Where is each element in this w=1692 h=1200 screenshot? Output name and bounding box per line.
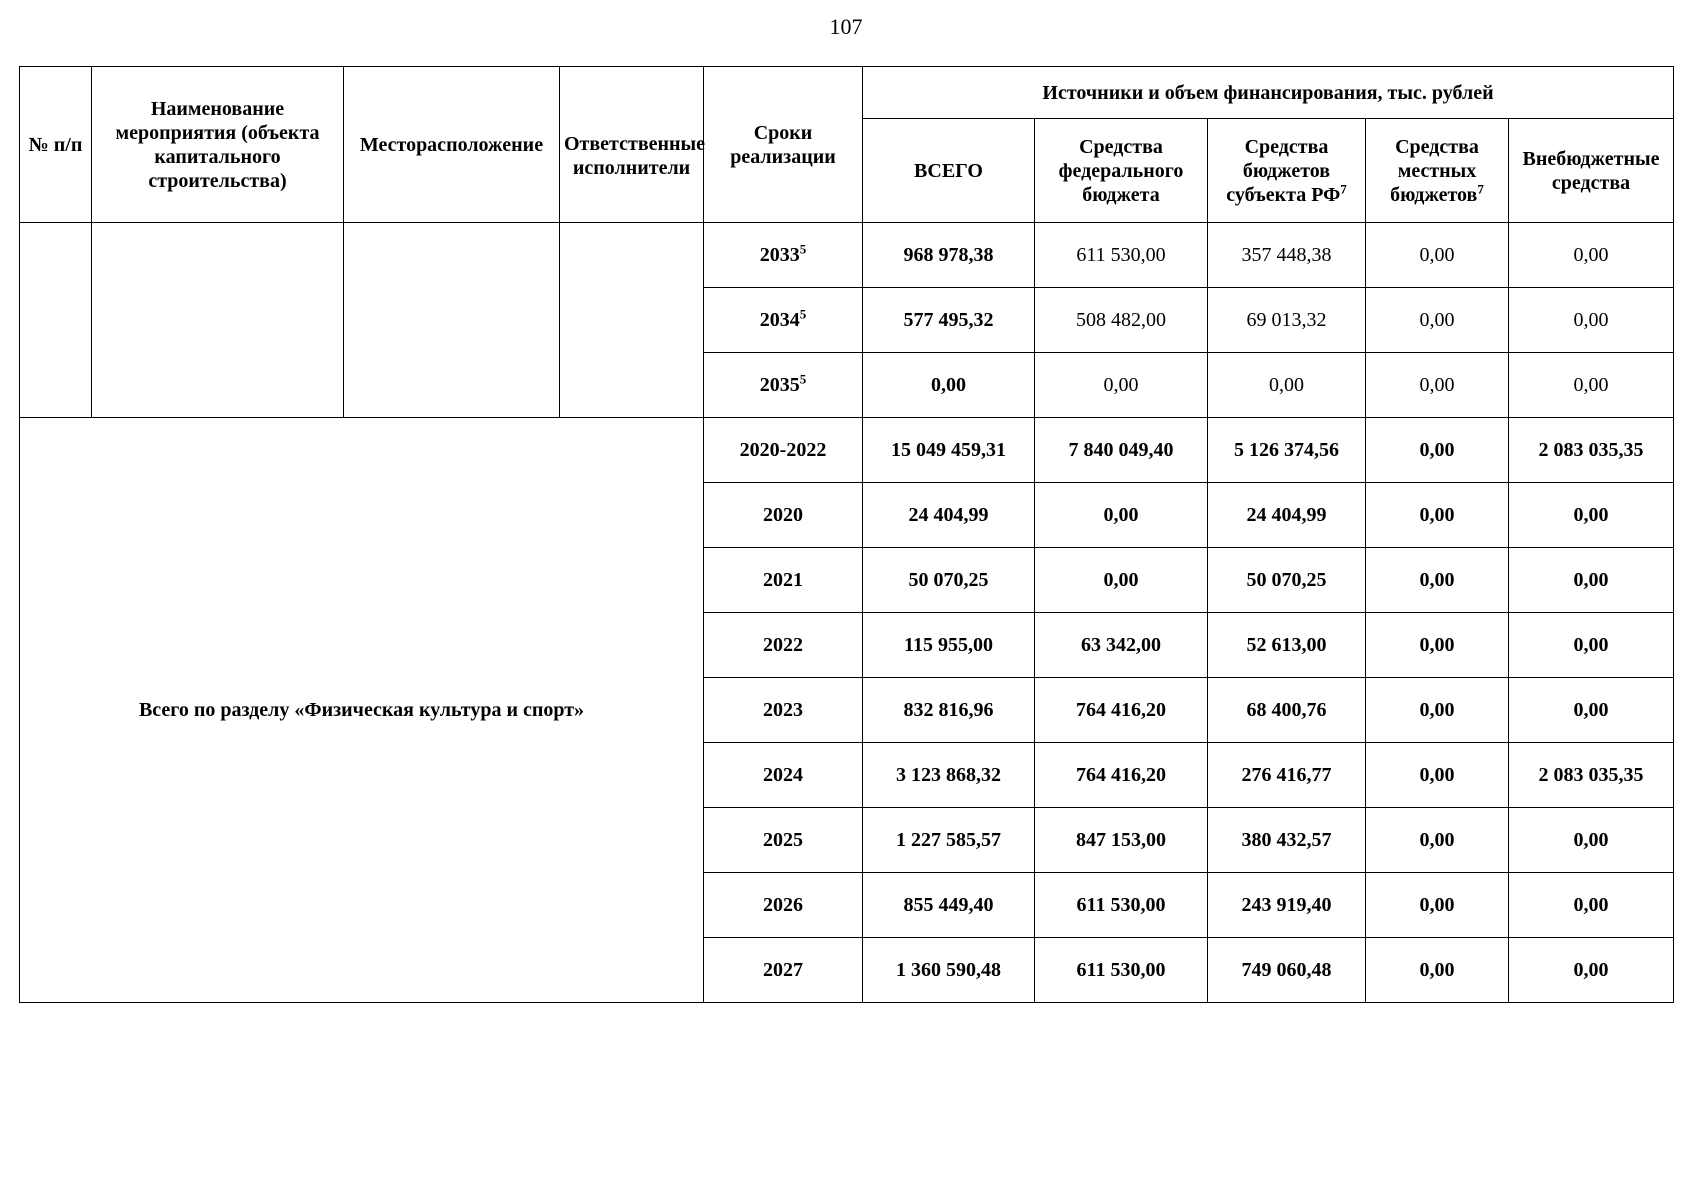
cell-num [20,223,92,418]
cell-total: 15 049 459,31 [863,418,1035,483]
cell-federal: 508 482,00 [1035,288,1208,353]
header-local [1366,119,1509,223]
cell-local: 0,00 [1366,613,1509,678]
cell-federal: 847 153,00 [1035,808,1208,873]
cell-total: 115 955,00 [863,613,1035,678]
header-responsible: Ответственные исполнители [560,67,704,223]
cell-total: 577 495,32 [863,288,1035,353]
cell-extra: 0,00 [1509,223,1674,288]
cell-year: 2034$^5$ [704,288,863,353]
cell-year: 2020 [704,483,863,548]
cell-federal: 764 416,20 [1035,743,1208,808]
cell-total: 1 227 585,57 [863,808,1035,873]
cell-total: 1 360 590,48 [863,938,1035,1003]
cell-responsible [560,223,704,418]
cell-year: 2024 [704,743,863,808]
cell-local: 0,00 [1366,808,1509,873]
cell-extra: 0,00 [1509,613,1674,678]
cell-extra: 0,00 [1509,808,1674,873]
cell-regional: 5 126 374,56 [1208,418,1366,483]
header-total: ВСЕГО [863,119,1035,223]
cell-local: 0,00 [1366,743,1509,808]
cell-local: 0,00 [1366,223,1509,288]
financing-table [19,66,1674,1003]
cell-year: 2033$^5$ [704,223,863,288]
cell-regional: 52 613,00 [1208,613,1366,678]
cell-location [344,223,560,418]
cell-local: 0,00 [1366,418,1509,483]
cell-total: 855 449,40 [863,873,1035,938]
cell-federal: 63 342,00 [1035,613,1208,678]
cell-year: 2035$^5$ [704,353,863,418]
cell-total: 0,00 [863,353,1035,418]
cell-local: 0,00 [1366,483,1509,548]
cell-federal: 611 530,00 [1035,938,1208,1003]
cell-local: 0,00 [1366,548,1509,613]
cell-federal: 0,00 [1035,353,1208,418]
header-sources: Источники и объем финансирования, тыс. рублей [863,67,1674,119]
cell-local: 0,00 [1366,678,1509,743]
cell-regional: 0,00 [1208,353,1366,418]
header-local-label: Средства местных бюджетов [1390,135,1479,206]
cell-extra: 0,00 [1509,938,1674,1003]
cell-year: 2022 [704,613,863,678]
cell-extra: 0,00 [1509,548,1674,613]
cell-local: 0,00 [1366,353,1509,418]
cell-local: 0,00 [1366,938,1509,1003]
cell-extra: 0,00 [1509,678,1674,743]
header-regional [1208,119,1366,223]
cell-federal: 611 530,00 [1035,223,1208,288]
header-num: № п/п [20,67,92,223]
cell-regional: 68 400,76 [1208,678,1366,743]
cell-year: 2025 [704,808,863,873]
cell-federal: 764 416,20 [1035,678,1208,743]
cell-total: 3 123 868,32 [863,743,1035,808]
section-total-label: Всего по разделу «Физическая культура и спорт» [20,418,704,1003]
cell-regional: 24 404,99 [1208,483,1366,548]
cell-regional: 357 448,38 [1208,223,1366,288]
cell-extra: 2 083 035,35 [1509,418,1674,483]
cell-year: 2026 [704,873,863,938]
cell-regional: 749 060,48 [1208,938,1366,1003]
cell-federal: 611 530,00 [1035,873,1208,938]
cell-regional: 276 416,77 [1208,743,1366,808]
cell-extra: 2 083 035,35 [1509,743,1674,808]
table-row [20,418,1674,483]
cell-year: 2020-2022 [704,418,863,483]
cell-regional: 380 432,57 [1208,808,1366,873]
cell-extra: 0,00 [1509,483,1674,548]
header-regional-footnote: 7 [1340,180,1347,196]
cell-federal: 7 840 049,40 [1035,418,1208,483]
table-row [20,223,1674,288]
header-location: Месторасположение [344,67,560,223]
cell-total: 832 816,96 [863,678,1035,743]
header-local-footnote: 7 [1477,180,1484,196]
cell-regional: 69 013,32 [1208,288,1366,353]
cell-local: 0,00 [1366,873,1509,938]
cell-federal: 0,00 [1035,548,1208,613]
header-name: Наименование мероприятия (объекта капитального строительства) [92,67,344,223]
cell-regional: 50 070,25 [1208,548,1366,613]
cell-total: 50 070,25 [863,548,1035,613]
cell-extra: 0,00 [1509,288,1674,353]
cell-extra: 0,00 [1509,353,1674,418]
cell-year: 2027 [704,938,863,1003]
header-regional-label: Средства бюджетов субъекта РФ [1226,135,1341,206]
cell-name [92,223,344,418]
header-federal: Средства федерального бюджета [1035,119,1208,223]
cell-year: 2023 [704,678,863,743]
header-extrabudget: Внебюджетные средства [1509,119,1674,223]
header-period: Сроки реализации [704,67,863,223]
cell-total: 968 978,38 [863,223,1035,288]
cell-regional: 243 919,40 [1208,873,1366,938]
cell-extra: 0,00 [1509,873,1674,938]
cell-year: 2021 [704,548,863,613]
cell-local: 0,00 [1366,288,1509,353]
cell-total: 24 404,99 [863,483,1035,548]
cell-federal: 0,00 [1035,483,1208,548]
page-number: 107 [829,14,863,39]
